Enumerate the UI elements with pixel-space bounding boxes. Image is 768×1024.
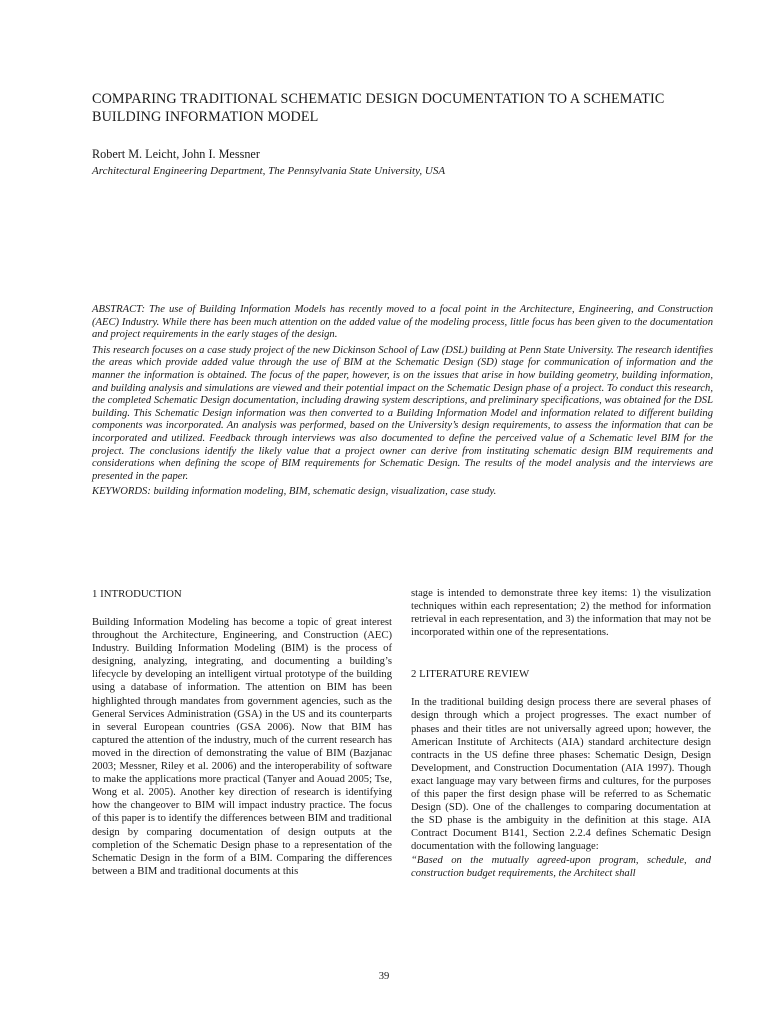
literature-review-quote: “Based on the mutually agreed-upon program, schedule, and construction budget requirements, the Architect shall (411, 854, 711, 879)
abstract-section (92, 304, 713, 502)
literature-review-heading: 2 LITERATURE REVIEW (411, 668, 530, 681)
author-affiliation: Architectural Engineering Department, The Pennsylvania State University, USA (92, 165, 446, 177)
page-number: 39 (378, 971, 390, 982)
abstract-paragraph-1: ABSTRACT: The use of Building Information Models has recently moved to a focal point in the Architecture, Engineering, and Construction (AEC) Industry. While there has been much attention on the added value of the modeling process, little focus has been given to the documentation and project requirements in the early stages of the design. (92, 304, 713, 341)
literature-review-text: In the traditional building design process there are several phases of design through which a project progresses. The exact number of phases and their titles are not universally agreed upon; however, the American Institute of Architects (AIA) standard architecture design contracts in the US define three phases: Schematic Design, Design Development, and Construction Documentation (AIA 1997). Though exact language may vary between firms and cultures, for the purposes of this paper the first design phase will be referred to as Schematic Design (SD). One of the challenges to comparing documentation at the SD phase is the ambiguity in the definition at this stage. AIA Contract Document B141, Section 2.2.4 defines Schematic Design documentation with the following language: (411, 697, 711, 853)
paper-authors: Robert M. Leicht, John I. Messner (92, 147, 260, 161)
introduction-heading: 1 INTRODUCTION (92, 588, 182, 600)
introduction-continued-text: stage is intended to demonstrate three key items: 1) the visulization techniques within each representation; 2) the method for information retrieval in each representation, and 3) the information that may not be incorporated within one of the representations. (411, 588, 711, 639)
introduction-text: Building Information Modeling has become a topic of great interest throughout the Architecture, Engineering, and Construction (AEC) Industry. Building Information Modeling (BIM) is the process of designing, analyzing, integrating, and documenting a building’s lifecycle by developing an intelligent virtual prototype of the building using a database of information. The attention on BIM has been highlighted through mandates from government agencies, such as the General Services Administration (GSA) in the US and its counterparts in several European countries (GSA 2006). Now that BIM has captured the attention of the industry, much of the current research has moved in the direction of demonstrating the value of BIM (Bazjanac 2003; Messner, Riley et al. 2006) and the interoperability of software to make the applications more practical (Tanyer and Aouad 2005; Tse, Wong et al. 2005). Another key direction of research is identifying how the changeover to BIM will impact industry practice. The focus of this paper is to identify the differences between BIM and traditional design by comparing documentation of design outputs at the completion of the Schematic Design phase to a representation of the Schematic Design in the form of a BIM. Comparing the differences between a BIM and traditional documents at this (92, 617, 392, 877)
left-column (92, 587, 392, 878)
right-column (411, 587, 711, 880)
abstract-paragraph-2: This research focuses on a case study project of the new Dickinson School of Law (DSL) building at Penn State University. The research identifies the areas which provide added value through the use of BIM at the Schematic Design (SD) stage for communication of information and the manner the information is obtained. The focus of the paper, however, is on the issues that arise in how building geometry, building information, and building analysis and simulations are viewed and their potential impact on the Schematic Design phase of a project. To conduct this research, the completed Schematic Design documentation, including drawing system descriptions, and preliminary specifications, was obtained for the DSL building. This Schematic Design information was then converted to a Building Information Model and information related to different building components was incorporated. An analysis was performed, based on the University’s design requirements, to assess the information that can be incorporated and utilized. Feedback through interviews was also documented to define the perceived value of a Schematic level BIM for the project. The conclusions identify the likely value that a project owner can derive from instituting schematic design BIM requirements and considerations when defining the scope of BIM requirements for Schematic Design. The results of the model analysis and the interviews are presented in the paper. (92, 344, 713, 482)
keywords: KEYWORDS: building information modeling, BIM, schematic design, visualization, case study. (92, 486, 497, 498)
paper-title: COMPARING TRADITIONAL SCHEMATIC DESIGN DOCUMENTATION TO A SCHEMATIC BUILDING INFORMATION MODEL (92, 91, 665, 125)
